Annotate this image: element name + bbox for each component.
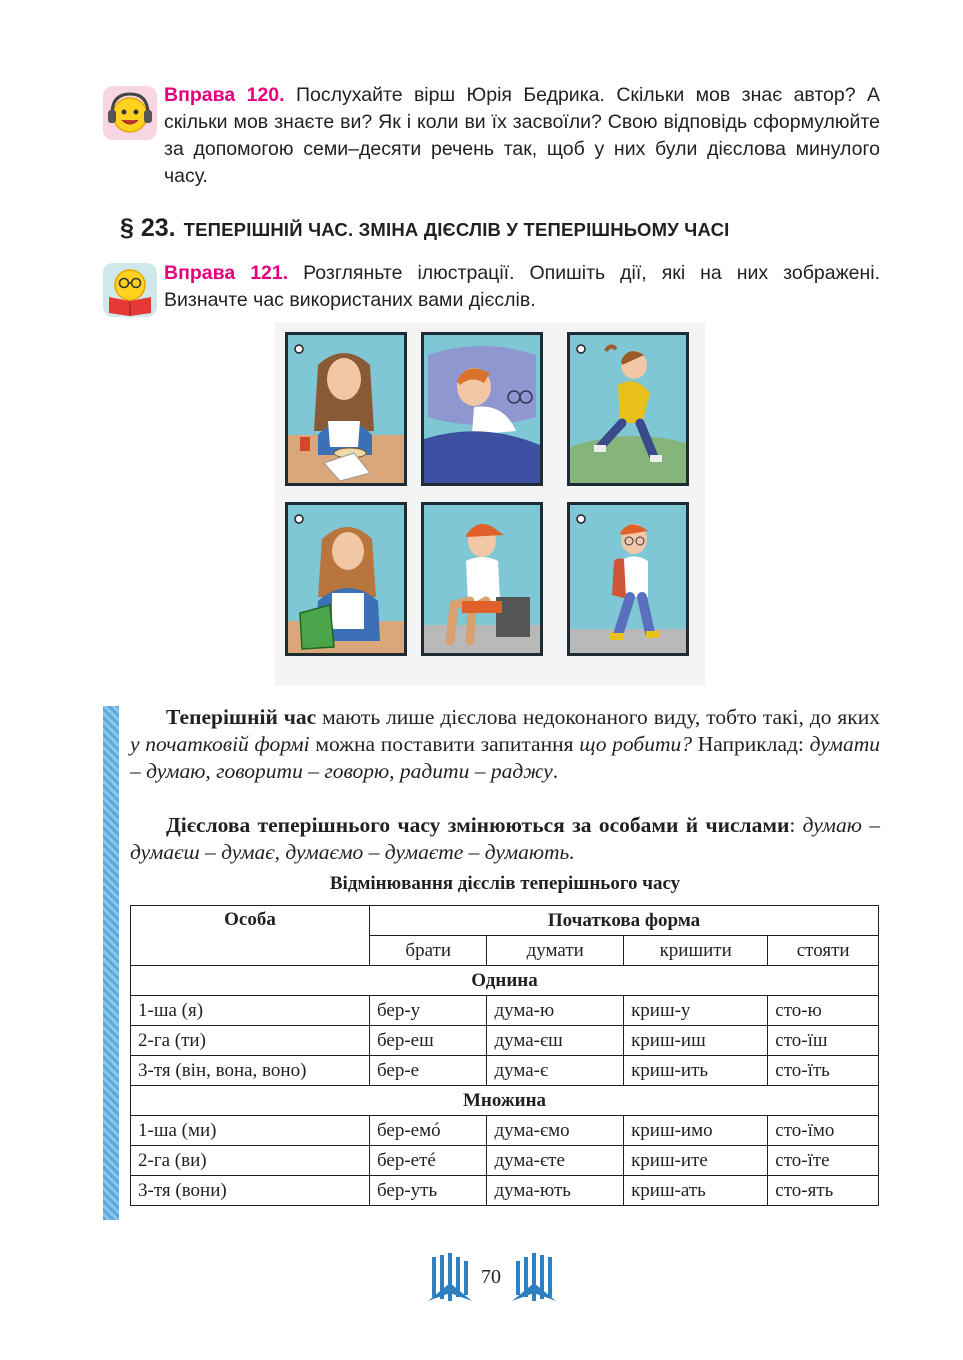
- p2-run: Дієслова теперішнього часу змінюються за особами й числами: [166, 813, 790, 837]
- boy-sitting-icon: [421, 502, 543, 656]
- column-initial-form-header: Початкова форма: [370, 906, 879, 936]
- p1-run: думати – думаю, говорити – говорю, радити – раджу: [130, 732, 880, 783]
- verb-form-cell: бер-етé: [370, 1146, 487, 1176]
- conjugation-table: [130, 905, 879, 1206]
- rule-sidebar: [103, 706, 119, 1220]
- verb-header: брати: [370, 936, 487, 966]
- verb-form-cell: бер-емó: [370, 1116, 487, 1146]
- person-cell: 1-ша (ми): [131, 1116, 370, 1146]
- verb-form-cell: сто-їть: [768, 1056, 879, 1086]
- rule-paragraph-1: [130, 704, 880, 785]
- verb-form-cell: бер-у: [370, 996, 487, 1026]
- person-cell: 1-ша (я): [131, 996, 370, 1026]
- boy-walking-icon: [567, 502, 689, 656]
- listening-smiley-icon: [103, 86, 157, 140]
- page-number: 70: [481, 1266, 501, 1288]
- person-cell: 2-га (ти): [131, 1026, 370, 1056]
- p1-run: мають лише дієслова недоконаного виду, тобто такі, до яких: [316, 705, 880, 729]
- exercise-120-text: [164, 82, 880, 190]
- verb-header: думати: [487, 936, 624, 966]
- person-cell: 3-тя (він, вона, воно): [131, 1056, 370, 1086]
- exercise-121-number: Вправа 121.: [164, 262, 289, 284]
- p1-run: .: [552, 759, 559, 783]
- verb-form-cell: криш-иш: [624, 1026, 768, 1056]
- verb-form-cell: дума-ємо: [487, 1116, 624, 1146]
- plural-group-label: Множина: [131, 1086, 879, 1116]
- singular-group-label: Однина: [131, 966, 879, 996]
- exercise-121-body: Розгляньте ілюстрації. Опишіть дії, які на них зображені. Визначте час використаних вами дієслів.: [164, 262, 881, 311]
- illustration-grid: [275, 322, 705, 686]
- verb-form-cell: сто-їмо: [768, 1116, 879, 1146]
- table-row: [131, 1176, 879, 1206]
- table-row: [131, 1146, 879, 1176]
- person-cell: 3-тя (вони): [131, 1176, 370, 1206]
- girl-eating-icon: [285, 332, 407, 486]
- verb-form-cell: сто-їш: [768, 1026, 879, 1056]
- table-row: [131, 1056, 879, 1086]
- table-row: [131, 996, 879, 1026]
- table-row: [131, 1026, 879, 1056]
- girl-running-icon: [567, 332, 689, 486]
- verb-form-cell: дума-є: [487, 1056, 624, 1086]
- exercise-120-number: Вправа 120.: [164, 84, 285, 106]
- p1-run: Теперішній час: [166, 705, 317, 729]
- verb-form-cell: криш-имо: [624, 1116, 768, 1146]
- ukrainian-ornament-icon: [512, 1253, 556, 1305]
- verb-form-cell: криш-ить: [624, 1056, 768, 1086]
- exercise-120-body: Послухайте вірш Юрія Бедрика. Скільки мов знає автор? А скільки мов знаєте ви? Як і коли ви їх засвоїли? Свою відповідь сформулюйте за допомогою семи–десяти речень так, щоб у них були дієслова минулого часу.: [164, 84, 881, 187]
- verb-form-cell: дума-ю: [487, 996, 624, 1026]
- person-cell: 2-га (ви): [131, 1146, 370, 1176]
- verb-form-cell: дума-ють: [487, 1176, 624, 1206]
- p1-run: можна поставити запитання: [309, 732, 580, 756]
- verb-form-cell: бер-еш: [370, 1026, 487, 1056]
- verb-form-cell: дума-єте: [487, 1146, 624, 1176]
- section-title: ТЕПЕРІШНІЙ ЧАС. ЗМІНА ДІЄСЛІВ У ТЕПЕРІШНЬОМУ ЧАСІ: [183, 219, 730, 240]
- verb-form-cell: криш-ите: [624, 1146, 768, 1176]
- verb-form-cell: сто-їте: [768, 1146, 879, 1176]
- table-row: [131, 1116, 879, 1146]
- table-caption: Відмінювання дієслів теперішнього часу: [329, 873, 681, 894]
- girl-reading-icon: [285, 502, 407, 656]
- exercise-121-text: [164, 260, 880, 314]
- reading-smiley-icon: [103, 263, 157, 317]
- verb-form-cell: криш-ать: [624, 1176, 768, 1206]
- verb-form-cell: дума-єш: [487, 1026, 624, 1056]
- p2-run: :: [789, 813, 803, 837]
- verb-form-cell: бер-уть: [370, 1176, 487, 1206]
- section-heading: [120, 214, 880, 243]
- p1-run: у початковій формі: [130, 732, 310, 756]
- rule-paragraph-2: [130, 812, 880, 866]
- p2-run: думаю – думаєш – думає, думаємо – думаєте – думають.: [130, 813, 880, 864]
- verb-form-cell: бер-е: [370, 1056, 487, 1086]
- boy-sleeping-icon: [421, 332, 543, 486]
- ukrainian-ornament-icon: [428, 1253, 472, 1305]
- column-person-header: Особа: [131, 906, 370, 966]
- p1-run: що робити?: [579, 732, 692, 756]
- verb-form-cell: криш-у: [624, 996, 768, 1026]
- verb-form-cell: сто-ять: [768, 1176, 879, 1206]
- verb-header: кришити: [624, 936, 768, 966]
- verb-form-cell: сто-ю: [768, 996, 879, 1026]
- p1-run: Наприклад:: [692, 732, 810, 756]
- verb-header: стояти: [768, 936, 879, 966]
- section-number: § 23.: [120, 214, 176, 242]
